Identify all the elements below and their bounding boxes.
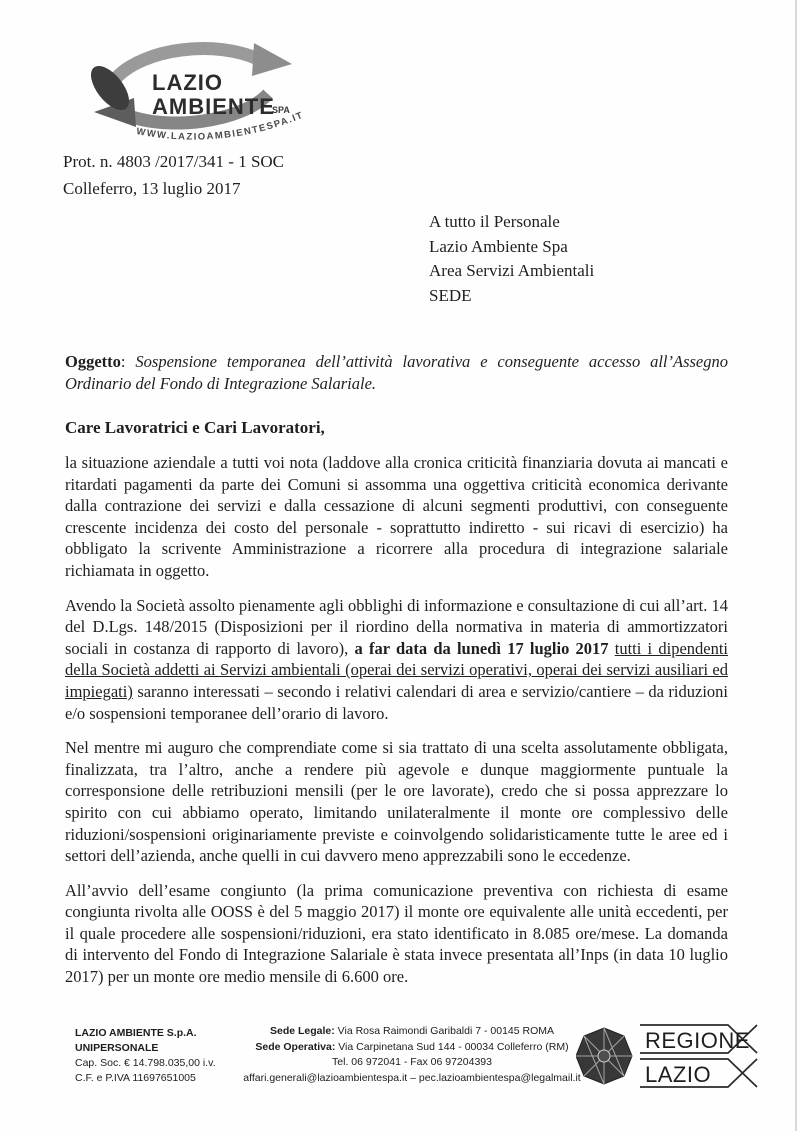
text-run: Avendo la Società assolto pienamente agli obblighi di informazione e consultazione di cui all’art. 14 del D.Lgs. 148/2015 (Disposizioni per il riordino della normativa in materia di ammortizzatori sociali in costanza di rapporto di lavoro), <box>65 595 728 658</box>
brand-website: WWW.LAZIOAMBIENTESPA.IT <box>135 109 306 143</box>
company-capital: Cap. Soc. € 14.798.035,00 i.v. <box>75 1057 216 1069</box>
logo-top-arrowhead-icon <box>252 43 292 76</box>
recipient-block <box>429 210 594 308</box>
company-vat: C.F. e P.IVA 11697651005 <box>75 1072 196 1084</box>
regione-word: REGIONE <box>645 1028 750 1053</box>
recipient-line: A tutto il Personale <box>429 212 560 231</box>
text-run: a far data da lunedì 17 luglio 2017 <box>354 638 609 658</box>
regione-lazio-emblem-icon <box>576 1028 632 1084</box>
operative-address-line <box>238 1040 586 1056</box>
legal-address: Via Rosa Raimondi Garibaldi 7 - 00145 ROMA <box>334 1025 555 1037</box>
text-run: tutti i dipendenti della Società addetti ai Servizi ambientali (operai dei servizi operativi, operai dei servizi ausiliari ed impiegati) <box>65 638 729 701</box>
email-line: affari.generali@lazioambientespa.it – pec.lazioambientespa@legalmail.it <box>243 1071 581 1084</box>
paragraph <box>65 737 728 867</box>
protocol-block <box>63 148 284 202</box>
paragraph <box>65 452 728 582</box>
regione-lazio-logo <box>576 1020 758 1098</box>
brand-name-line2: AMBIENTE <box>152 94 275 119</box>
company-type: UNIPERSONALE <box>75 1042 159 1054</box>
text-run: All’avvio dell’esame congiunto (la prima comunicazione preventiva con richiesta di esame congiunta rivolta alle OOSS è del 5 maggio 2017) il monte ore equivalente alle unità eccedenti, per il quale procedere alle sospensioni/riduzioni, era stato identificato in 8.085 ore/mese. La domanda di intervento del Fondo di Integrazione Salariale è stata invece presentata all’Inps (in data 10 luglio 2017) per un monte ore medio mensile di 6.600 ore. <box>65 880 728 987</box>
protocol-number: Prot. n. 4803 /2017/341 - 1 SOC <box>63 152 285 171</box>
phone-fax-line: Tel. 06 972041 - Fax 06 97204393 <box>332 1056 492 1068</box>
paragraph <box>65 880 728 988</box>
brand-suffix: SPA <box>272 105 290 115</box>
recipient-line: Area Servizi Ambientali <box>429 261 595 280</box>
lazio-ambiente-logo <box>64 26 320 144</box>
scan-edge-artifact <box>795 0 797 1131</box>
body-paragraphs <box>65 452 728 1001</box>
place-date: Colleferro, 13 luglio 2017 <box>63 179 241 198</box>
legal-address-label: Sede Legale: <box>269 1025 335 1037</box>
text-run: Oggetto <box>65 352 121 371</box>
company-identity-block <box>75 1026 215 1086</box>
text-run: saranno interessati – secondo i relativi calendari di area e servizio/cantiere – da riduzioni e/o sospensioni temporanee dell’orario di lavoro. <box>65 681 728 723</box>
brand-name-line1: LAZIO <box>152 70 223 95</box>
company-name: LAZIO AMBIENTE S.p.A. <box>75 1027 197 1039</box>
recipient-line: SEDE <box>429 285 472 305</box>
text-run: Sospensione temporanea dell’attività lavorativa e conseguente accesso all’Assegno Ordinario del Fondo di Integrazione Salariale. <box>65 352 728 393</box>
recipient-line: Lazio Ambiente Spa <box>429 236 568 256</box>
subject-line <box>65 351 728 395</box>
company-address-block <box>238 1024 586 1086</box>
text-run: la situazione aziendale a tutti voi nota (laddove alla cronica criticità finanziaria dovuta ai mancati e ritardati pagamenti da parte dei Comuni si assomma una oggettiva criticità economica derivante dalla contrazione dei servizi e dalla cessazione di alcuni segmenti produttivi, con conseguente crescente incidenza dei costo del personale - soprattutto indiretto - sui ricavi di esercizio) ha obbligato la scrivente Amministrazione a ricorrere alla procedura di integrazione salariale richiamata in oggetto. <box>65 453 728 580</box>
text-run: Nel mentre mi auguro che comprendiate come si sia trattato di una scelta assolutamente obbligata, finalizzata, tra l’altro, anche a rendere più agevole e dunque maggiormente puntuale la corresponsione delle retribuzioni mensili (per le ore lavorate), credo che si possa apprezzare lo spirito con cui abbiamo operato, limitando unilateralmente il monte ore complessivo delle riduzioni/sospensioni originariamente previste e coinvolgendo solidaristicamente tutte le aree ed i settori dell’azienda, anche quelli in cui davvero meno apprezzabili sono le eccedenze. <box>65 738 728 866</box>
paragraph <box>65 595 728 725</box>
operative-address: Via Carpinetana Sud 144 - 00034 Colleferro (RM) <box>335 1040 569 1053</box>
operative-address-label: Sede Operativa: <box>255 1040 336 1053</box>
salutation: Care Lavoratrici e Cari Lavoratori, <box>65 418 325 437</box>
text-run: : <box>120 352 136 371</box>
legal-address-line <box>238 1024 586 1040</box>
lazio-word: LAZIO <box>645 1062 712 1087</box>
